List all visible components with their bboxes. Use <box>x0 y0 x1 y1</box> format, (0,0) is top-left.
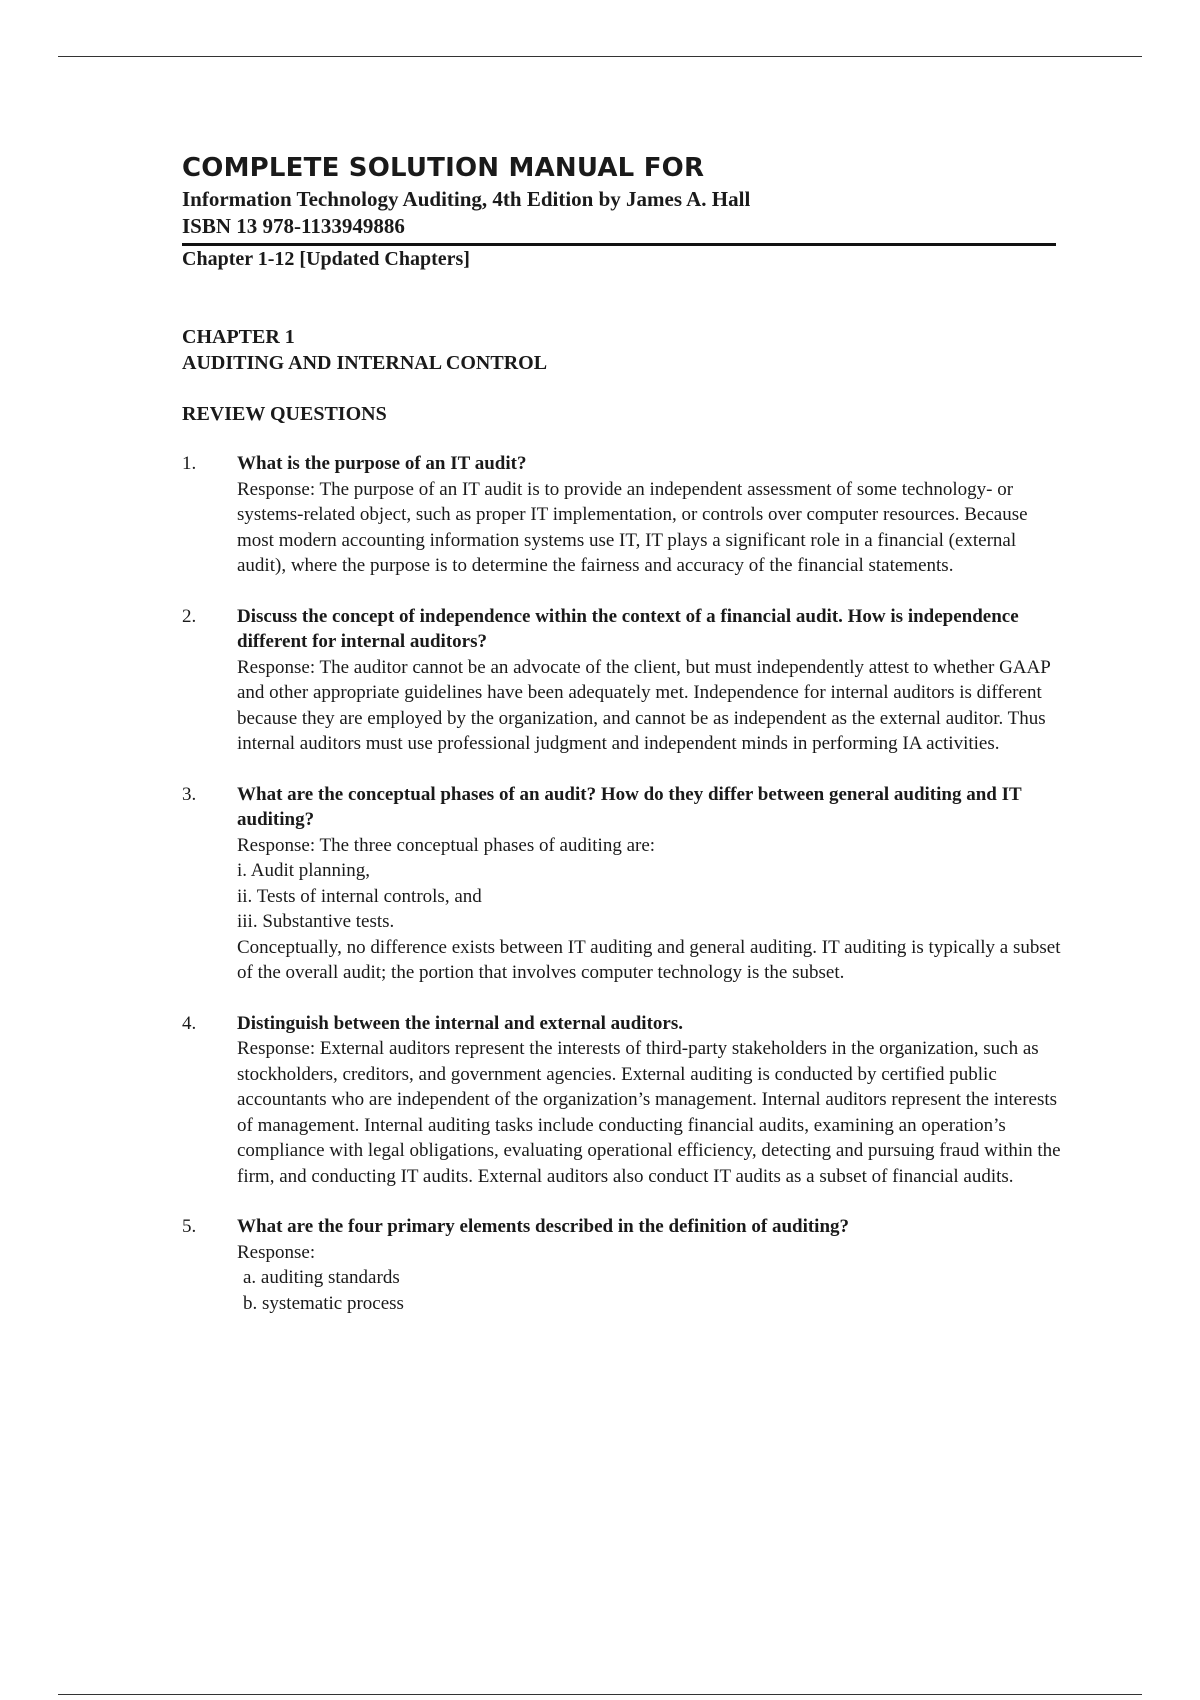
question-text: What are the four primary elements described in the definition of auditing? <box>237 1216 850 1237</box>
book-title-line: Information Technology Auditing, 4th Edition by James A. Hall <box>182 187 751 211</box>
response-intro: Response: <box>237 1241 316 1263</box>
chapter-title: AUDITING AND INTERNAL CONTROL <box>182 352 548 374</box>
manual-title: COMPLETE SOLUTION MANUAL FOR <box>182 153 705 183</box>
question-text: What are the conceptual phases of an audit? How do they differ between general auditing and IT auditing? <box>237 783 1022 830</box>
chapter-heading-block <box>182 324 1062 427</box>
response-text: Response: External auditors represent the interests of third-party stakeholders in the organization, such as stockholders, creditors, and government agencies. External auditing is conducted by certified public accountants who are independent of the organization’s management. Internal auditors represent the interests of management. Internal auditing tasks include conducting financial audits, examining an operation’s compliance with legal obligations, evaluating operational efficiency, detecting and pursuing fraud within the firm, and conducting IT audits. External auditors also conduct IT audits as a subset of financial audits. <box>237 1038 1061 1187</box>
question-item <box>182 604 1062 757</box>
question-text: What is the purpose of an IT audit? <box>237 453 527 474</box>
response-text: Response: The auditor cannot be an advocate of the client, but must independently attest to whether GAAP and other appropriate guidelines have been adequately met. Independence for internal auditors is different because they are employed by the organization, and cannot be as independent as the external auditor. Thus internal auditors must use professional judgment and independent minds in performing IA activities. <box>237 656 1051 754</box>
section-heading: REVIEW QUESTIONS <box>182 403 387 425</box>
chapter-number: CHAPTER 1 <box>182 326 295 348</box>
question-item <box>182 1011 1062 1190</box>
question-number: 1. <box>182 453 197 474</box>
page-top-rule <box>58 56 1142 57</box>
question-body <box>237 1011 1062 1190</box>
question-body <box>237 1214 1062 1316</box>
response-text: Response: The purpose of an IT audit is to provide an independent assessment of some technology- or systems-related object, such as proper IT implementation, or controls over computer resources. Because most modern accounting information systems use IT, IT plays a significant role in a financial (external audit), where the purpose is to determine the fairness and accuracy of the financial statements. <box>237 478 1028 576</box>
question-number: 2. <box>182 605 197 627</box>
question-item <box>182 451 1062 579</box>
element-list-item: a. auditing standards <box>243 1267 400 1288</box>
question-number: 5. <box>182 1216 197 1237</box>
chapters-line: Chapter 1-12 [Updated Chapters] <box>182 248 470 270</box>
element-list-item: b. systematic process <box>243 1292 404 1314</box>
phase-list-item: iii. Substantive tests. <box>237 911 395 932</box>
question-body <box>237 604 1062 757</box>
question-number: 4. <box>182 1012 197 1034</box>
review-questions-list <box>182 451 1062 1316</box>
question-body <box>237 451 1062 579</box>
question-body <box>237 782 1062 986</box>
question-text: Distinguish between the internal and external auditors. <box>237 1012 683 1034</box>
question-item <box>182 782 1062 986</box>
isbn-line: ISBN 13 978-1133949886 <box>182 214 405 238</box>
document-content <box>182 150 1062 1341</box>
phase-list-item: ii. Tests of internal controls, and <box>237 885 482 907</box>
response-intro: Response: The three conceptual phases of auditing are: <box>237 834 656 856</box>
phase-list-item: i. Audit planning, <box>237 860 370 881</box>
page-bottom-rule <box>58 1694 1142 1695</box>
question-item <box>182 1214 1062 1316</box>
question-number: 3. <box>182 783 197 805</box>
response-text: Conceptually, no difference exists between IT auditing and general auditing. IT auditing is typically a subset of the overall audit; the portion that involves computer technology is the subset. <box>237 936 1061 983</box>
question-text: Discuss the concept of independence within the context of a financial audit. How is independence different for internal auditors? <box>237 605 1019 652</box>
